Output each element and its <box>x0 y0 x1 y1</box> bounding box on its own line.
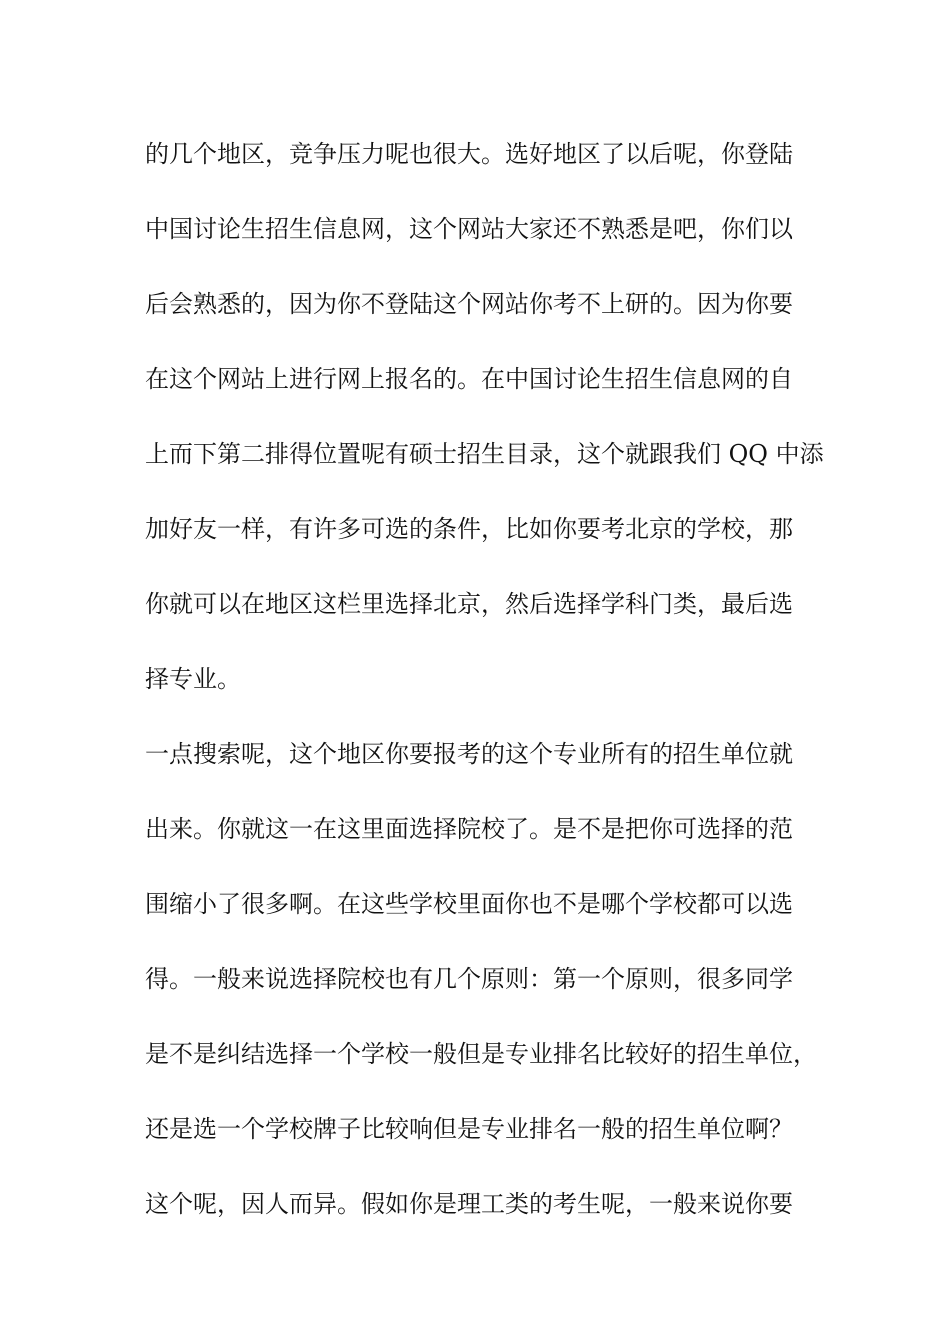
text-line: 是不是纠结选择一个学校一般但是专业排名比较好的招生单位， <box>145 1040 817 1068</box>
text-line: 你就可以在地区这栏里选择北京，然后选择学科门类，最后选 <box>145 590 793 618</box>
text-line: 后会熟悉的，因为你不登陆这个网站你考不上研的。因为你要 <box>145 290 793 318</box>
text-line: 中国讨论生招生信息网，这个网站大家还不熟悉是吧，你们以 <box>145 215 793 243</box>
text-line: 出来。你就这一在这里面选择院校了。是不是把你可选择的范 <box>145 815 793 843</box>
text-line: 择专业。 <box>145 665 241 693</box>
text-line: 一点搜索呢，这个地区你要报考的这个专业所有的招生单位就 <box>145 740 793 768</box>
text-line: 上而下第二排得位置呢有硕士招生目录，这个就跟我们 QQ 中添 <box>145 440 824 468</box>
text-line: 围缩小了很多啊。在这些学校里面你也不是哪个学校都可以选 <box>145 890 793 918</box>
text-line: 得。一般来说选择院校也有几个原则：第一个原则，很多同学 <box>145 965 793 993</box>
text-line: 还是选一个学校牌子比较响但是专业排名一般的招生单位啊？ <box>145 1115 793 1143</box>
text-line: 这个呢，因人而异。假如你是理工类的考生呢，一般来说你要 <box>145 1190 793 1218</box>
text-line: 在这个网站上进行网上报名的。在中国讨论生招生信息网的自 <box>145 365 793 393</box>
body-text <box>145 128 825 1253</box>
text-line: 的几个地区，竞争压力呢也很大。选好地区了以后呢，你登陆 <box>145 140 793 168</box>
text-line: 加好友一样，有许多可选的条件，比如你要考北京的学校，那 <box>145 515 793 543</box>
